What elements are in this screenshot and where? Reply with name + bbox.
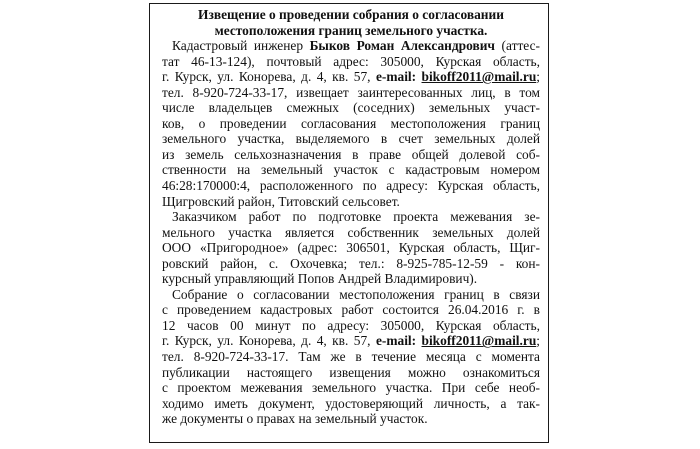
email-link[interactable]: bikoff2011@mail.ru <box>421 333 537 349</box>
text-line: ООО «Пригородное» (адрес: 306501, Курская область, Щиг- <box>162 240 540 256</box>
text-segment: (аттес- <box>494 38 540 54</box>
text-line: 46:28:170000:4, расположенного по адресу: Курская область, <box>162 178 540 194</box>
title-line-1: Извещение о проведении собрания о согласовании <box>198 7 504 22</box>
text-segment: г. Курск, ул. Конорева, д. 4, кв. 57, <box>162 333 376 349</box>
paragraph-meeting <box>162 287 540 427</box>
email-label: e-mail: <box>375 333 422 349</box>
text-line: земельного участка, выделяемого в счет земельных долей <box>162 131 540 147</box>
text-line: курсный управляющий Попов Андрей Владимирович). <box>162 271 478 287</box>
text-line: 12 часов 00 минут по адресу: 305000, Курская область, <box>162 317 540 333</box>
text-segment: Кадастровый инженер <box>172 38 310 54</box>
text-line <box>162 69 540 85</box>
text-line: ственности на земельный участок с кадастровым номером <box>162 162 540 178</box>
notice-box <box>149 3 549 443</box>
paragraph-customer <box>162 209 540 287</box>
email-label: e-mail: <box>375 69 422 85</box>
text-line: с проведением кадастровых работ состоится 26.04.2016 г. в <box>162 302 540 318</box>
engineer-name: Быков Роман Александрович <box>309 38 495 54</box>
text-line: ков, о проведении согласования местоположения границ <box>162 115 540 131</box>
text-line: числе владельцев смежных (соседних) земельных участ- <box>162 100 540 116</box>
text-line: ходимо иметь документ, удостоверяющий личность, а так- <box>162 395 540 411</box>
text-line <box>162 38 540 54</box>
text-segment: г. Курск, ул. Конорева, д. 4, кв. 57, <box>162 69 376 85</box>
text-line <box>162 333 540 349</box>
text-line: ровский район, с. Охочевка; тел.: 8-925-785-12-59 - кон- <box>162 255 540 271</box>
text-line: же документы о правах на земельный участок. <box>162 411 428 427</box>
text-segment: ; <box>536 333 541 349</box>
text-line: Заказчиком работ по подготовке проекта межевания зе- <box>172 209 540 225</box>
text-segment: ; <box>536 69 541 85</box>
text-line: тел. 8-920-724-33-17. Там же в течение месяца с момента <box>162 349 540 365</box>
text-line: тел. 8-920-724-33-17, извещает заинтересованных лиц, в том <box>162 84 540 100</box>
title-line-2: местоположения границ земельного участка. <box>214 22 488 38</box>
paragraph-engineer <box>162 38 540 209</box>
text-line: Собрание о согласовании местоположения границ в связи <box>172 286 540 302</box>
notice-title <box>162 7 540 38</box>
text-line: мельного участка является собственник земельных долей <box>162 224 540 240</box>
text-line: тат 46-13-124), почтовый адрес: 305000, Курская область, <box>162 53 540 69</box>
email-link[interactable]: bikoff2011@mail.ru <box>421 69 537 85</box>
text-line: Щигровский район, Титовский сельсовет. <box>162 193 400 209</box>
text-line: публикации настоящего извещения можно ознакомиться <box>162 364 540 380</box>
text-line: с проектом межевания земельного участка. При себе необ- <box>162 380 540 396</box>
text-line: из земель сельхозназначения в праве общей долевой соб- <box>162 146 540 162</box>
